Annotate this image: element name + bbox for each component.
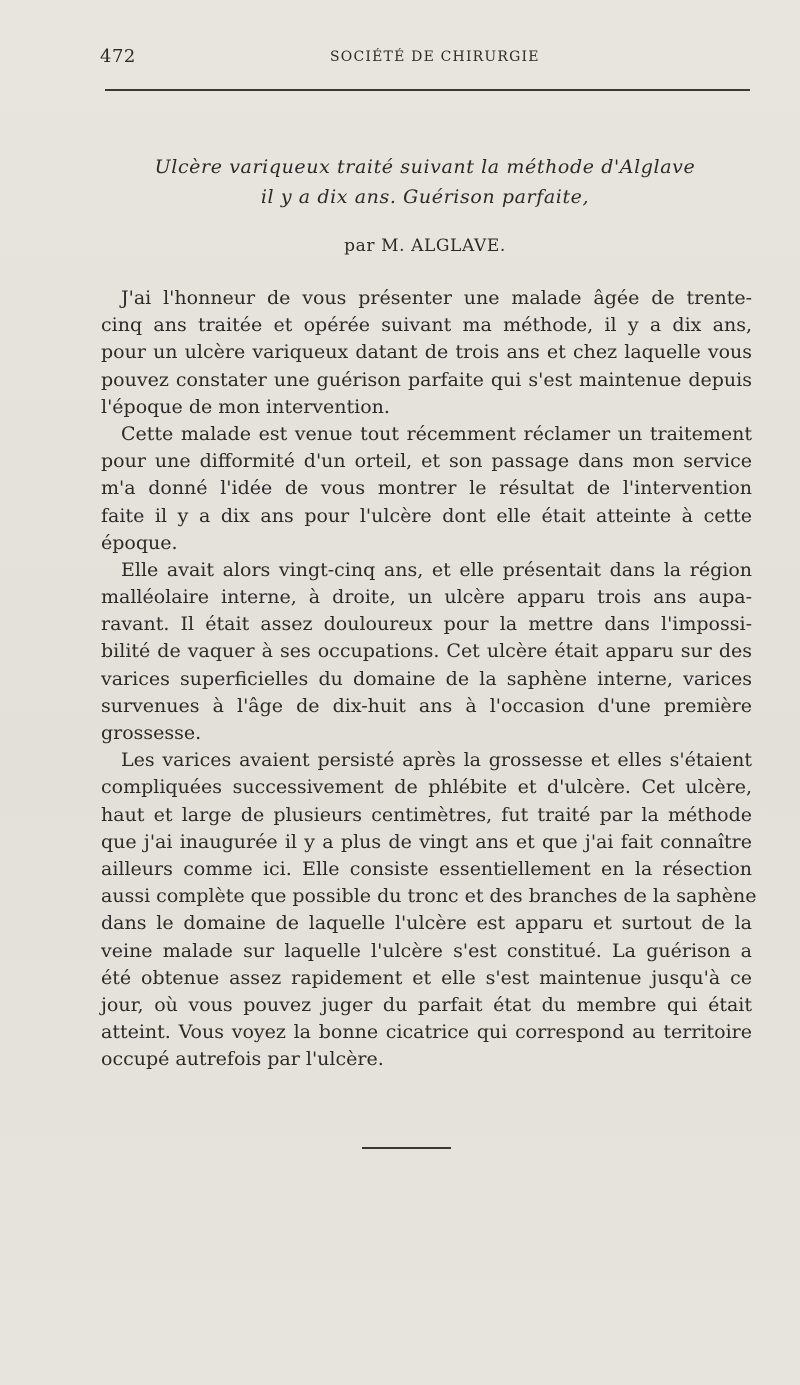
body-line: cinq ans traitée et opérée suivant ma méthode, il y a dix ans, xyxy=(101,314,752,337)
body-line: pour une difformité d'un orteil, et son passage dans mon service xyxy=(101,450,752,473)
body-line: que j'ai inaugurée il y a plus de vingt ans et que j'ai fait connaître xyxy=(101,830,752,853)
body-line: été obtenue assez rapidement et elle s'est maintenue jusqu'à ce xyxy=(101,966,752,989)
running-title: SOCIÉTÉ DE CHIRURGIE xyxy=(330,49,540,65)
body-line: aussi complète que possible du tronc et des branches de la saphène xyxy=(101,885,757,908)
body-line: occupé autrefois par l'ulcère. xyxy=(101,1048,384,1071)
body-line: survenues à l'âge de dix-huit ans à l'occasion d'une première xyxy=(101,694,752,717)
body-line: compliquées successivement de phlébite et d'ulcère. Cet ulcère, xyxy=(101,776,752,799)
body-line: varices superficielles du domaine de la saphène interne, varices xyxy=(101,667,752,690)
body-line: malléolaire interne, à droite, un ulcère apparu trois ans aupa- xyxy=(101,586,752,609)
article-body xyxy=(101,285,757,1073)
body-line: veine malade sur laquelle l'ulcère s'est constitué. La guérison a xyxy=(101,939,752,962)
article-title-line: il y a dix ans. Guérison parfaite, xyxy=(260,186,590,208)
header-rule xyxy=(105,89,750,91)
body-line: dans le domaine de laquelle l'ulcère est apparu et surtout de la xyxy=(101,912,752,935)
body-line: époque. xyxy=(101,531,178,554)
article-title xyxy=(100,152,750,212)
body-line: Cette malade est venue tout récemment réclamer un traitement xyxy=(121,422,752,445)
body-line: pouvez constater une guérison parfaite qui s'est maintenue depuis xyxy=(101,368,752,391)
body-line: pour un ulcère variqueux datant de trois ans et chez laquelle vous xyxy=(101,341,752,364)
body-line: J'ai l'honneur de vous présenter une malade âgée de trente- xyxy=(121,287,752,309)
body-line: grossesse. xyxy=(101,722,202,744)
body-line: ailleurs comme ici. Elle consiste essentiellement en la résection xyxy=(101,857,752,880)
body-line: haut et large de plusieurs centimètres, fut traité par la méthode xyxy=(101,803,752,826)
body-line: ravant. Il était assez douloureux pour la mettre dans l'impossi- xyxy=(101,613,752,636)
body-line: m'a donné l'idée de vous montrer le résultat de l'intervention xyxy=(101,477,752,500)
body-line: Elle avait alors vingt-cinq ans, et elle présentait dans la région xyxy=(121,558,752,581)
end-rule xyxy=(362,1147,451,1149)
page-number: 472 xyxy=(100,46,136,67)
body-line: l'époque de mon intervention. xyxy=(101,395,390,418)
body-line: Les varices avaient persisté après la grossesse et elles s'étaient xyxy=(121,749,752,772)
byline: par M. ALGLAVE. xyxy=(344,236,506,256)
article-title-line: Ulcère variqueux traité suivant la méthode d'Alglave xyxy=(154,156,696,178)
body-line: atteint. Vous voyez la bonne cicatrice qui correspond au territoire xyxy=(101,1021,752,1044)
body-line: jour, où vous pouvez juger du parfait état du membre qui était xyxy=(101,993,752,1016)
running-head xyxy=(100,46,750,72)
body-line: faite il y a dix ans pour l'ulcère dont elle était atteinte à cette xyxy=(101,504,752,527)
body-line: bilité de vaquer à ses occupations. Cet ulcère était apparu sur des xyxy=(101,640,752,663)
